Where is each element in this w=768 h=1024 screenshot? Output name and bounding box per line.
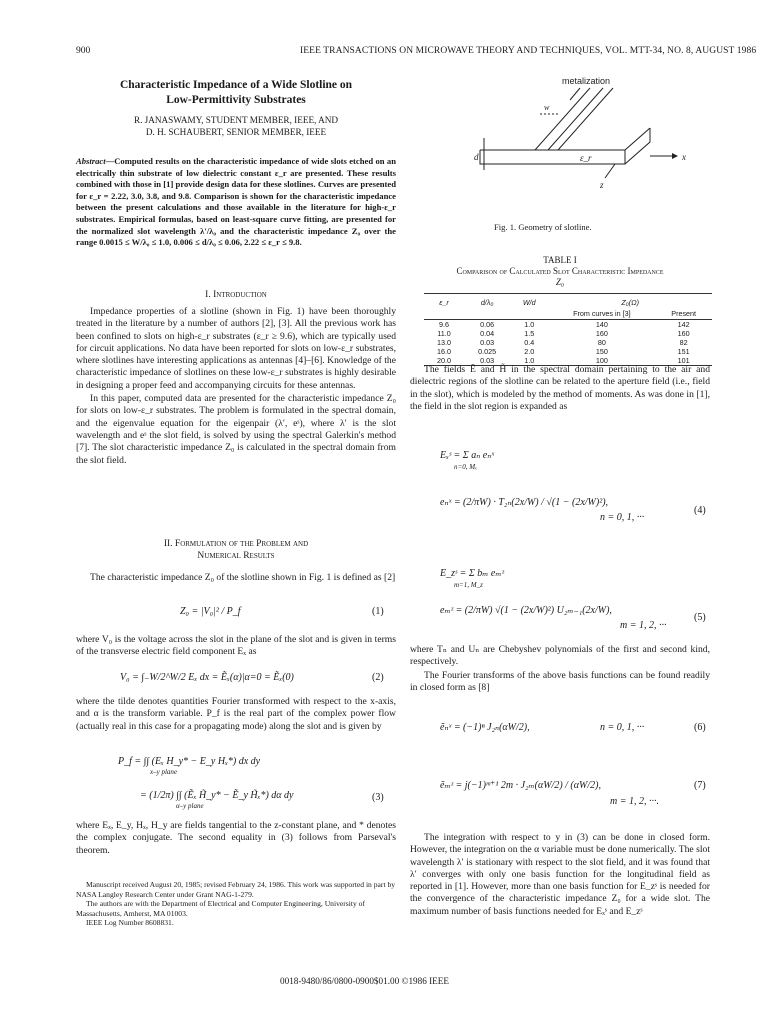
metalization-pointer (570, 88, 580, 100)
right-p4: The integration with respect to y in (3) can be done in closed form. However, the integration on the α variable must be done numerically. The slot wavelength λ′ is stationary with respect to the slot field, and it was found that λ′ converges with only one basis function for the longitudinal field as reported in [1]. However, more than one basis function for E_zˢ is needed for the convergence of the characteristic impedance Z₀ for a wide slot. The maximum number of basis functions needed for Eₓˢ and E_zˢ (410, 832, 710, 917)
d-label: d (474, 152, 479, 162)
equation-5-number: (5) (694, 612, 706, 623)
equation-4-number: (4) (694, 505, 706, 516)
table-row (424, 338, 712, 347)
table-cell: 0.03 (480, 338, 495, 347)
equation-6: ẽₙˣ = (−1)ⁿ J₂ₙ(αW/2), (440, 722, 530, 733)
table-row (424, 329, 712, 338)
table-header-wd: W/d (522, 298, 536, 307)
table-cell: 80 (597, 338, 606, 347)
section-2-paragraph-1 (76, 572, 396, 585)
table-cell: 0.4 (524, 338, 535, 347)
right-paragraph-2 (410, 644, 710, 695)
table-header-z0: Z₀(Ω) (621, 298, 639, 307)
equation-4b-condition: n = 0, 1, ··· (600, 512, 645, 523)
table-cell: 101 (677, 356, 690, 365)
equation-3a-subscript: x–y plane (150, 768, 178, 776)
equation-3b: = (1/2π) ∫∫ (Ẽₓ H̃_y* − Ẽ_y H̃ₓ*) dα dy (140, 790, 294, 801)
x-axis-arrowhead (672, 153, 678, 159)
table-row (424, 320, 712, 330)
w-label: w (544, 103, 550, 112)
equation-7-condition: m = 1, 2, ···. (610, 796, 659, 807)
table-cell: 0.06 (480, 320, 495, 329)
slot-edge-right (558, 88, 613, 150)
table-cell: 160 (677, 329, 690, 338)
slot-edge-mid (548, 88, 603, 150)
table-header-d: d/λ₀ (480, 298, 494, 307)
footnote (76, 880, 396, 928)
section-2-paragraph-4 (76, 820, 396, 858)
slot-edge-left (535, 88, 590, 150)
table-cell: 82 (679, 338, 688, 347)
equation-3-number: (3) (372, 792, 384, 803)
table-1-title: TABLE I (543, 255, 577, 265)
right-paragraph-1 (410, 364, 710, 414)
footnote-1: Manuscript received August 20, 1985; revised February 24, 1986. This work was supported in part by NASA Langley Research Center under Grant NAG-1-279. (76, 880, 396, 899)
equation-1: Z₀ = |V₀|² / P_f (180, 606, 241, 617)
table-cell: 140 (595, 320, 608, 329)
right-p1: The fields Ẽ and H̃ in the spectral domain pertaining to the air and dielectric regions of the slotline can be related to the aperture field (i.e., field in the slot), which is modeled by the method of moments. As was done in [1], the field in the slot region is expanded as (410, 364, 710, 412)
equation-5a: E_zˢ = Σ bₘ eₘᶻ (440, 568, 504, 579)
table-cell: 100 (595, 356, 608, 365)
footnote-3: IEEE Log Number 8608831. (86, 918, 174, 928)
substrate-right-face (625, 128, 650, 164)
authors (76, 114, 396, 138)
metalization-label: metalization (562, 76, 611, 86)
table-cell: 142 (677, 320, 690, 329)
table-cell: 160 (595, 329, 608, 338)
equation-3b-subscript: α–y plane (176, 802, 204, 810)
table-cell: 9.6 (439, 320, 449, 329)
table-cell: 1.0 (524, 320, 535, 329)
equation-1-number: (1) (372, 606, 384, 617)
paper-title (76, 78, 396, 108)
authors-line-1: R. JANASWAMY, STUDENT MEMBER, IEEE, AND (133, 115, 339, 125)
x-label: x (682, 152, 686, 162)
table-header-er: ε_r (439, 298, 449, 307)
section-2-heading-line-1: II. Formulation of the Problem and (163, 539, 309, 549)
equation-5b: eₘᶻ = (2/πW) √(1 − (2x/W)²) U₂ₘ₋₁(2x/W), (440, 605, 612, 616)
equation-4a: Eₓˢ = Σ aₙ eₙˣ (440, 450, 495, 461)
table-subheader-row (424, 308, 712, 320)
section-2-heading-line-2: Numerical Results (197, 551, 275, 561)
title-line-2: Low-Permittivity Substrates (166, 94, 306, 106)
section-1-paragraph-2: In this paper, computed data are presented for the characteristic impedance Z₀ for slots on low-ε_r substrates. The problem is formulated in the spectral domain, and the eigenvalue equation for the eigenpair (λ′, eˢ), where λ′ is the slot wavelength and eˢ the slot field, is solved by using the spectral Galerkin's method [7]. The slot characteristic impedance Z₀ is calculated in the spectral domain from the slot field. (76, 393, 396, 466)
right-p2: where Tₙ and Uₙ are Chebyshev polynomials of the first and second kind, respectively. (410, 644, 710, 668)
slotline-geometry-figure (440, 70, 710, 210)
equation-7: ẽₘᶻ = j(−1)ᵐ⁺¹ 2m · J₂ₘ(αW/2) / (αW/2), (440, 780, 601, 791)
table-1 (424, 297, 712, 366)
table-cell: 1.0 (524, 356, 535, 365)
table-cell: 151 (677, 347, 690, 356)
title-line-1: Characteristic Impedance of a Wide Slotline on (119, 79, 353, 91)
section-2-paragraph-2 (76, 634, 396, 660)
table-cell: 150 (595, 347, 608, 356)
equation-4b: eₙˣ = (2/πW) · T₂ₙ(2x/W) / √(1 − (2x/W)²), (440, 497, 609, 508)
section-1-heading: I. Introduction (205, 290, 267, 300)
equation-2-number: (2) (372, 672, 384, 683)
z-label: z (600, 180, 604, 190)
section-2-p3: where the tilde denotes quantities Fourier transformed with respect to the x-axis, and α is the transform variable. P_f is the real part of the complex power flow (actually real in this case for a propagating mode) along the slot and is given by (76, 696, 396, 732)
section-2-p4: where Eₓ, E_y, Hₓ, H_y are fields tangential to the z-constant plane, and * denotes the complex conjugate. The second equality in (3) follows from Parseval's theorem. (76, 820, 396, 856)
section-2-p2: where V₀ is the voltage across the slot in the plane of the slot and is given in terms of the transverse electric field component Eₓ as (76, 634, 396, 658)
substrate-front-face (480, 150, 625, 164)
section-1-body (76, 306, 396, 468)
page-number: 900 (76, 46, 91, 56)
authors-line-2: D. H. SCHAUBERT, SENIOR MEMBER, IEEE (145, 127, 327, 137)
right-p3: The Fourier transforms of the above basis functions can be found readily in closed form as [8] (410, 669, 710, 693)
table-cell: 0.025 (478, 347, 497, 356)
equation-7-number: (7) (694, 780, 706, 791)
equation-6-condition: n = 0, 1, ··· (600, 722, 645, 733)
table-row (424, 347, 712, 356)
table-cell: 11.0 (437, 329, 451, 338)
equation-5a-limits: m=1, M_z (454, 581, 483, 589)
table-header-row (424, 297, 712, 308)
section-2-p1: The characteristic impedance Z₀ of the slotline shown in Fig. 1 is defined as [2] (90, 572, 396, 583)
footnote-2: The authors are with the Department of Electrical and Computer Engineering, University of Massachusetts, Amherst, MA 01003. (76, 899, 365, 918)
table-cell: 0.04 (480, 329, 495, 338)
table-1-grid (424, 297, 712, 366)
equation-4a-limits: n=0, Mₓ (454, 463, 478, 471)
section-1-paragraph-1: Impedance properties of a slotline (shown in Fig. 1) have been thoroughly treated in the literature by a number of authors [2], [3]. All the previous work has been confined to slots on high-ε_r substrates (ε_r ≥ 9.6), which are typically used for circuit applications. No data have been reported for slots on low-ε_r substrates, where slotlines have interesting applications as antennas [4]–[6]. Knowledge of the characteristic impedance of slotlines on these low-ε_r substrates is highly desirable in designing a proper feed and accompanying circuits for these antennas. (76, 306, 396, 391)
equation-6-number: (6) (694, 722, 706, 733)
table-1-title-block (410, 255, 710, 288)
table-cell: 0.03 (480, 356, 495, 365)
table-1-subtitle-z0: Z₀ (555, 277, 565, 287)
table-cell: 16.0 (437, 347, 451, 356)
table-cell: 13.0 (437, 338, 451, 347)
table-cell: 2.0 (524, 347, 535, 356)
table-subheader-curves: From curves in [3] (573, 309, 631, 318)
table-subheader-present: Present (671, 309, 697, 318)
abstract-lead: Abstract (76, 156, 106, 166)
equation-5b-condition: m = 1, 2, ··· (620, 620, 667, 631)
section-2-heading (76, 538, 396, 562)
right-paragraph-4 (410, 832, 710, 919)
figure-1-caption: Fig. 1. Geometry of slotline. (494, 222, 592, 232)
abstract (76, 156, 396, 249)
equation-2: V₀ = ∫₋W/2^W/2 Eₓ dx = Ẽₓ(α)|α=0 = Ẽₓ(0) (120, 672, 294, 683)
table-1-top-rule (424, 293, 712, 294)
er-label: ε_r (580, 153, 592, 163)
equation-3a: P_f = ∫∫ (Eₓ H_y* − E_y Hₓ*) dx dy (118, 756, 261, 767)
table-cell: 1.5 (524, 329, 535, 338)
section-2-paragraph-3 (76, 696, 396, 734)
table-cell: 20.0 (437, 356, 451, 365)
copyright-footer: 0018-9480/86/0800-0900$01.00 ©1986 IEEE (280, 976, 450, 986)
table-1-subtitle: Comparison of Calculated Slot Characteristic Impedance (456, 266, 664, 276)
journal-header: IEEE TRANSACTIONS ON MICROWAVE THEORY AND TECHNIQUES, VOL. MTT-34, NO. 8, AUGUST 1986 (300, 46, 757, 56)
z-axis-arrow (605, 164, 615, 178)
abstract-text: —Computed results on the characteristic impedance of wide slots etched on an electrically thin substrate of low dielectric constant ε_r are presented. These results combined with those in [1] provide design data for these slotlines. Curves are presented for ε_r = 2.22, 3.0, 3.8, and 9.8. Comparison is shown for the characteristic impedance between the present calculations and those available in the literature for high-ε_r substrates. Empirical formulas, based on least-square curve fitting, are presented for the normalized slot wavelength λ′/λ₀ and the characteristic impedance Z₀ over the range 0.0015 ≤ W/λ₀ ≤ 1.0, 0.006 ≤ d/λ₀ ≤ 0.06, 2.22 ≤ ε_r ≤ 9.8. (76, 156, 396, 248)
